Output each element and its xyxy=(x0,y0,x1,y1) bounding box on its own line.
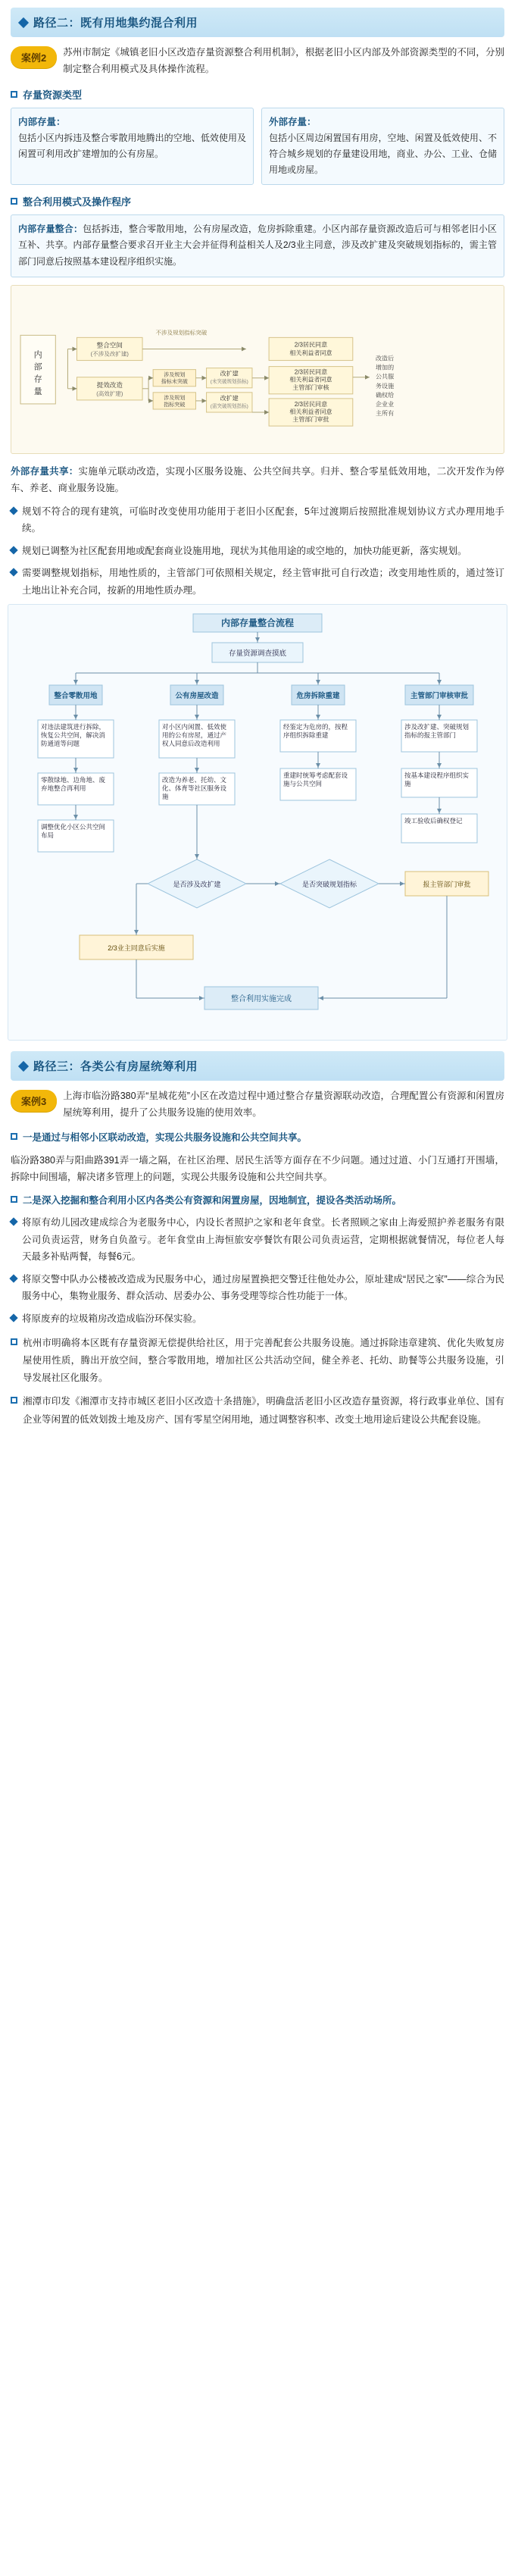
internal-stock-diagram xyxy=(11,285,504,454)
flow-col-head-0: 整合零散用地 xyxy=(54,692,98,701)
svg-text:量: 量 xyxy=(33,387,42,396)
internal-integration-lead: 内部存量整合： xyxy=(18,223,83,234)
svg-text:2/3居民同意: 2/3居民同意 xyxy=(294,368,328,376)
svg-text:改扩建: 改扩建 xyxy=(220,370,239,377)
svg-text:主所有: 主所有 xyxy=(375,409,395,417)
svg-text:涉及规划: 涉及规划 xyxy=(164,372,186,378)
case-text-2: 苏州市制定《城镇老旧小区改造存量资源整合利用机制》，根据老旧小区内部及外部资源类型的不同，分别制定整合利用模式及具体操作流程。 xyxy=(63,47,504,74)
external-sharing-body: 实施单元联动改造，实现小区服务设施、公共空间共享。归并、整合零星低效用地，二次开发作为停车、养老、商业服务设施。 xyxy=(11,465,504,494)
flow-decision-2: 是否突破规划指标 xyxy=(301,881,357,889)
diamond-bullet-icon xyxy=(18,17,29,27)
svg-text:增加的: 增加的 xyxy=(375,364,395,371)
bullet-text: 规划已调整为社区配套用地或配套商业设施用地，现状为其他用途的或空地的，加快功能更新，落实规划。 xyxy=(22,545,467,556)
external-sharing-paragraph xyxy=(11,463,504,497)
svg-text:相关利益者同意: 相关利益者同意 xyxy=(289,376,332,383)
square-bullet-icon xyxy=(11,198,17,205)
svg-text:企业业: 企业业 xyxy=(375,400,395,408)
svg-text:2/3居民同意: 2/3居民同意 xyxy=(294,340,328,348)
path3-item-2-heading xyxy=(11,1192,504,1210)
flow-node: 涉及改扩建、突破规划指标的报主管部门 xyxy=(404,723,470,740)
internal-stock-diagram-svg xyxy=(17,293,498,446)
svg-text:主管部门审核: 主管部门审核 xyxy=(292,383,329,391)
diamond-bullet-icon xyxy=(9,546,17,554)
path3-item-1-label: 一是通过与相邻小区联动改造，实现公共服务设施和公共空间共享。 xyxy=(23,1132,307,1144)
svg-text:不涉及规划指标突破: 不涉及规划指标突破 xyxy=(155,328,208,336)
bullet-item xyxy=(11,543,504,560)
flow-start: 存量资源调查摸底 xyxy=(228,649,287,659)
flow-result-yes: 报主管部门审批 xyxy=(423,881,471,889)
path3-item-1-heading xyxy=(11,1129,504,1147)
diamond-bullet-icon xyxy=(9,1274,17,1282)
case-badge-3: 案例3 xyxy=(11,1090,57,1112)
svg-text:务设施: 务设施 xyxy=(375,382,395,390)
heading-resource-types-label: 存量资源类型 xyxy=(23,89,83,101)
bullet-text: 将原有幼儿园改建成综合为老服务中心，内设长者照护之家和老年食堂。长者照顾之家由上海爱照护养老服务有限公司负责运营，财务自负盈亏。老年食堂由上海恒旅安亭餐饮有限公司负责运营，定期根据就餐情况，每位老人每天最多补贴两餐，每餐6元。 xyxy=(22,1217,504,1263)
bullet-item xyxy=(11,1271,504,1305)
svg-text:提效改造: 提效改造 xyxy=(96,380,123,389)
flow-col-head-3: 主管部门审核审批 xyxy=(410,692,469,701)
bullet-text: 需要调整规划指标，用地性质的，主管部门可依照相关规定，经主管审批可自行改造；改变用地性质的，通过签订土地出让补充合同，按新的用地性质办理。 xyxy=(22,568,504,596)
svg-text:2/3居民同意: 2/3居民同意 xyxy=(294,400,328,408)
svg-text:相关利益者同意: 相关利益者同意 xyxy=(289,408,332,415)
bullet-item xyxy=(11,1214,504,1266)
internal-integration-body: 包括拆违，整合零散用地，公有房屋改造，危房拆除重建。小区内部存量资源改造后可与相邻老旧小区互补、共享。内部存量整合要求召开业主大会并征得利益相关人及2/3业主同意，涉及改扩建及突破规划指标的，需主管部门同意后按照基本建设程序组织实施。 xyxy=(18,223,497,267)
flow-node: 调整优化小区公共空间布局 xyxy=(41,823,106,840)
path3-item-1-body: 临汾路380弄与阳曲路391弄一墙之隔，在社区治理、居民生活等方面存在不少问题。通过过道、小门互通打开围墙，拆除中间围墙，解决诸多管理上的问题，实现公共服务设施和公共空间共享。 xyxy=(11,1154,504,1183)
integration-flowchart-svg xyxy=(11,609,504,1034)
external-resource-box xyxy=(261,108,504,185)
heading-modes-label: 整合利用模式及操作程序 xyxy=(23,196,132,208)
svg-text:存: 存 xyxy=(33,374,42,384)
flow-node: 重建时统筹考虑配套设施与公共空间 xyxy=(283,772,348,788)
diamond-bullet-icon xyxy=(9,1217,17,1225)
flow-result-no: 2/3业主同意后实施 xyxy=(108,944,165,953)
internal-resource-box xyxy=(11,108,254,185)
external-resource-body: 包括小区周边闲置国有用房，空地、闲置及低效使用、不符合城乡规划的存量建设用地，商业、办公、工业、仓储用地或房屋。 xyxy=(269,132,497,175)
resource-type-columns xyxy=(11,108,504,185)
flow-node: 对小区内闲置、低效使用的公有房屋，通过产权人同意后改造利用 xyxy=(162,723,227,748)
section-header-path2 xyxy=(11,8,504,37)
flow-node: 对违法建筑进行拆除，恢复公共空间，解决消防通道等问题 xyxy=(41,723,106,748)
diamond-bullet-icon xyxy=(18,1061,29,1072)
svg-text:涉及规划: 涉及规划 xyxy=(164,395,186,401)
bullet-text: 将原交警中队办公楼被改造成为民服务中心，通过房屋置换把交警迁往他处办公，原址建成“居民之家”——综合为民服务中心，集物业服务、群众活动、居委办公、事务受理等综合性功能于一体。 xyxy=(22,1273,504,1302)
svg-text:改扩建: 改扩建 xyxy=(220,394,239,402)
bullet-text: 将原废弃的垃圾箱房改造成临汾环保实验。 xyxy=(22,1313,202,1324)
flow-col-head-2: 危房拆除重建 xyxy=(296,692,340,701)
svg-text:(未突破规划指标): (未突破规划指标) xyxy=(210,379,248,385)
path3-item-2-label: 二是深入挖掘和整合利用小区内各类公有资源和闲置房屋，因地制宜，提设各类活动场所。 xyxy=(23,1194,402,1206)
svg-text:改造后: 改造后 xyxy=(375,355,395,362)
flow-end: 整合利用实施完成 xyxy=(231,995,292,1004)
square-bullet-icon xyxy=(11,1196,17,1203)
square-bullet-icon xyxy=(11,1338,17,1345)
bullet-text: 规划不符合的现有建筑，可临时改变使用功能用于老旧小区配套，5年过渡期后按照批准规划协议方式办理用地手续。 xyxy=(22,505,504,534)
square-bullet-icon xyxy=(11,91,17,98)
page-title-path2: 路径二：既有用地集约混合利用 xyxy=(33,17,198,30)
flow-decision-1: 是否涉及改扩建 xyxy=(173,881,221,889)
square-bullet-icon xyxy=(11,1133,17,1140)
case-badge-2: 案例2 xyxy=(11,46,57,68)
bullet-item xyxy=(11,565,504,599)
svg-text:确权给: 确权给 xyxy=(375,391,395,399)
svg-text:相关利益者同意: 相关利益者同意 xyxy=(289,349,332,357)
external-resource-title: 外部存量： xyxy=(269,116,317,127)
external-sharing-lead: 外部存量共享： xyxy=(11,465,79,477)
svg-text:部: 部 xyxy=(33,362,42,372)
svg-text:指标突破: 指标突破 xyxy=(164,402,186,408)
svg-text:(高效扩建): (高效扩建) xyxy=(96,390,123,397)
diamond-bullet-icon xyxy=(9,506,17,515)
case-block-3 xyxy=(11,1088,504,1122)
diamond-bullet-icon xyxy=(9,1313,17,1322)
svg-text:(需突破规划指标): (需突破规划指标) xyxy=(210,403,248,409)
heading-modes xyxy=(11,194,504,208)
svg-text:主管部门审批: 主管部门审批 xyxy=(292,415,329,423)
svg-text:(不涉及改扩建): (不涉及改扩建) xyxy=(90,350,129,358)
bullet-item xyxy=(11,1310,504,1328)
svg-text:公共服: 公共服 xyxy=(375,373,395,380)
internal-integration-paragraph xyxy=(11,214,504,277)
flow-node: 零散绿地、边角地、废弃地整合再利用 xyxy=(41,776,106,793)
note-item xyxy=(11,1335,504,1387)
bullet-item xyxy=(11,503,504,537)
internal-resource-title: 内部存量： xyxy=(18,116,66,127)
diamond-bullet-icon xyxy=(9,568,17,577)
closing-notes xyxy=(11,1335,504,1429)
square-bullet-icon xyxy=(11,1397,17,1404)
flow-col-head-1: 公有房屋改造 xyxy=(175,692,219,701)
svg-text:内: 内 xyxy=(33,350,42,360)
flowchart-title: 内部存量整合流程 xyxy=(220,618,295,629)
internal-resource-body: 包括小区内拆违及整合零散用地腾出的空地、低效使用及闲置可利用改扩建增加的公有房屋。 xyxy=(18,132,246,159)
note-text: 湘潭市印发《湘潭市支持市城区老旧小区改造十条措施》，明确盘活老旧小区改造存量资源，将行政事业单位、国有企业等闲置的低效划拨土地及房产、国有零星空闲用地，通过调整容积率、改变土地用途后建设公共配套设施。 xyxy=(23,1396,504,1425)
flow-node: 改造为养老、托幼、文化、体育等社区服务设施 xyxy=(162,776,227,801)
integration-flowchart xyxy=(8,604,507,1041)
flow-node: 经鉴定为危房的，按程序组织拆除重建 xyxy=(283,723,348,740)
flow-node: 竣工验收后确权登记 xyxy=(404,817,463,825)
heading-resource-types xyxy=(11,87,504,102)
svg-text:整合空间: 整合空间 xyxy=(96,340,123,349)
case-text-3: 上海市临汾路380弄“星城花苑”小区在改造过程中通过整合存量资源联动改造，合理配置公有资源和闲置房屋统筹利用，提升了公共服务设施的使用效率。 xyxy=(63,1091,504,1119)
page-title-path3: 路径三：各类公有房屋统筹利用 xyxy=(33,1060,198,1074)
note-text: 杭州市明确将本区既有存量资源无偿提供给社区，用于完善配套公共服务设施。通过拆除违章建筑、优化失败复房屋使用性质，腾出开放空间，整合零散用地，增加社区公共活动空间，健全养老、托幼、助餐等公共服务设施，引导发展社区化服务。 xyxy=(23,1338,504,1384)
case-block-2 xyxy=(11,45,504,78)
section-header-path3 xyxy=(11,1051,504,1081)
note-item xyxy=(11,1393,504,1428)
svg-text:指标未突破: 指标未突破 xyxy=(161,379,188,385)
flow-node: 按基本建设程序组织实施 xyxy=(404,772,470,788)
document-page xyxy=(0,8,515,1450)
